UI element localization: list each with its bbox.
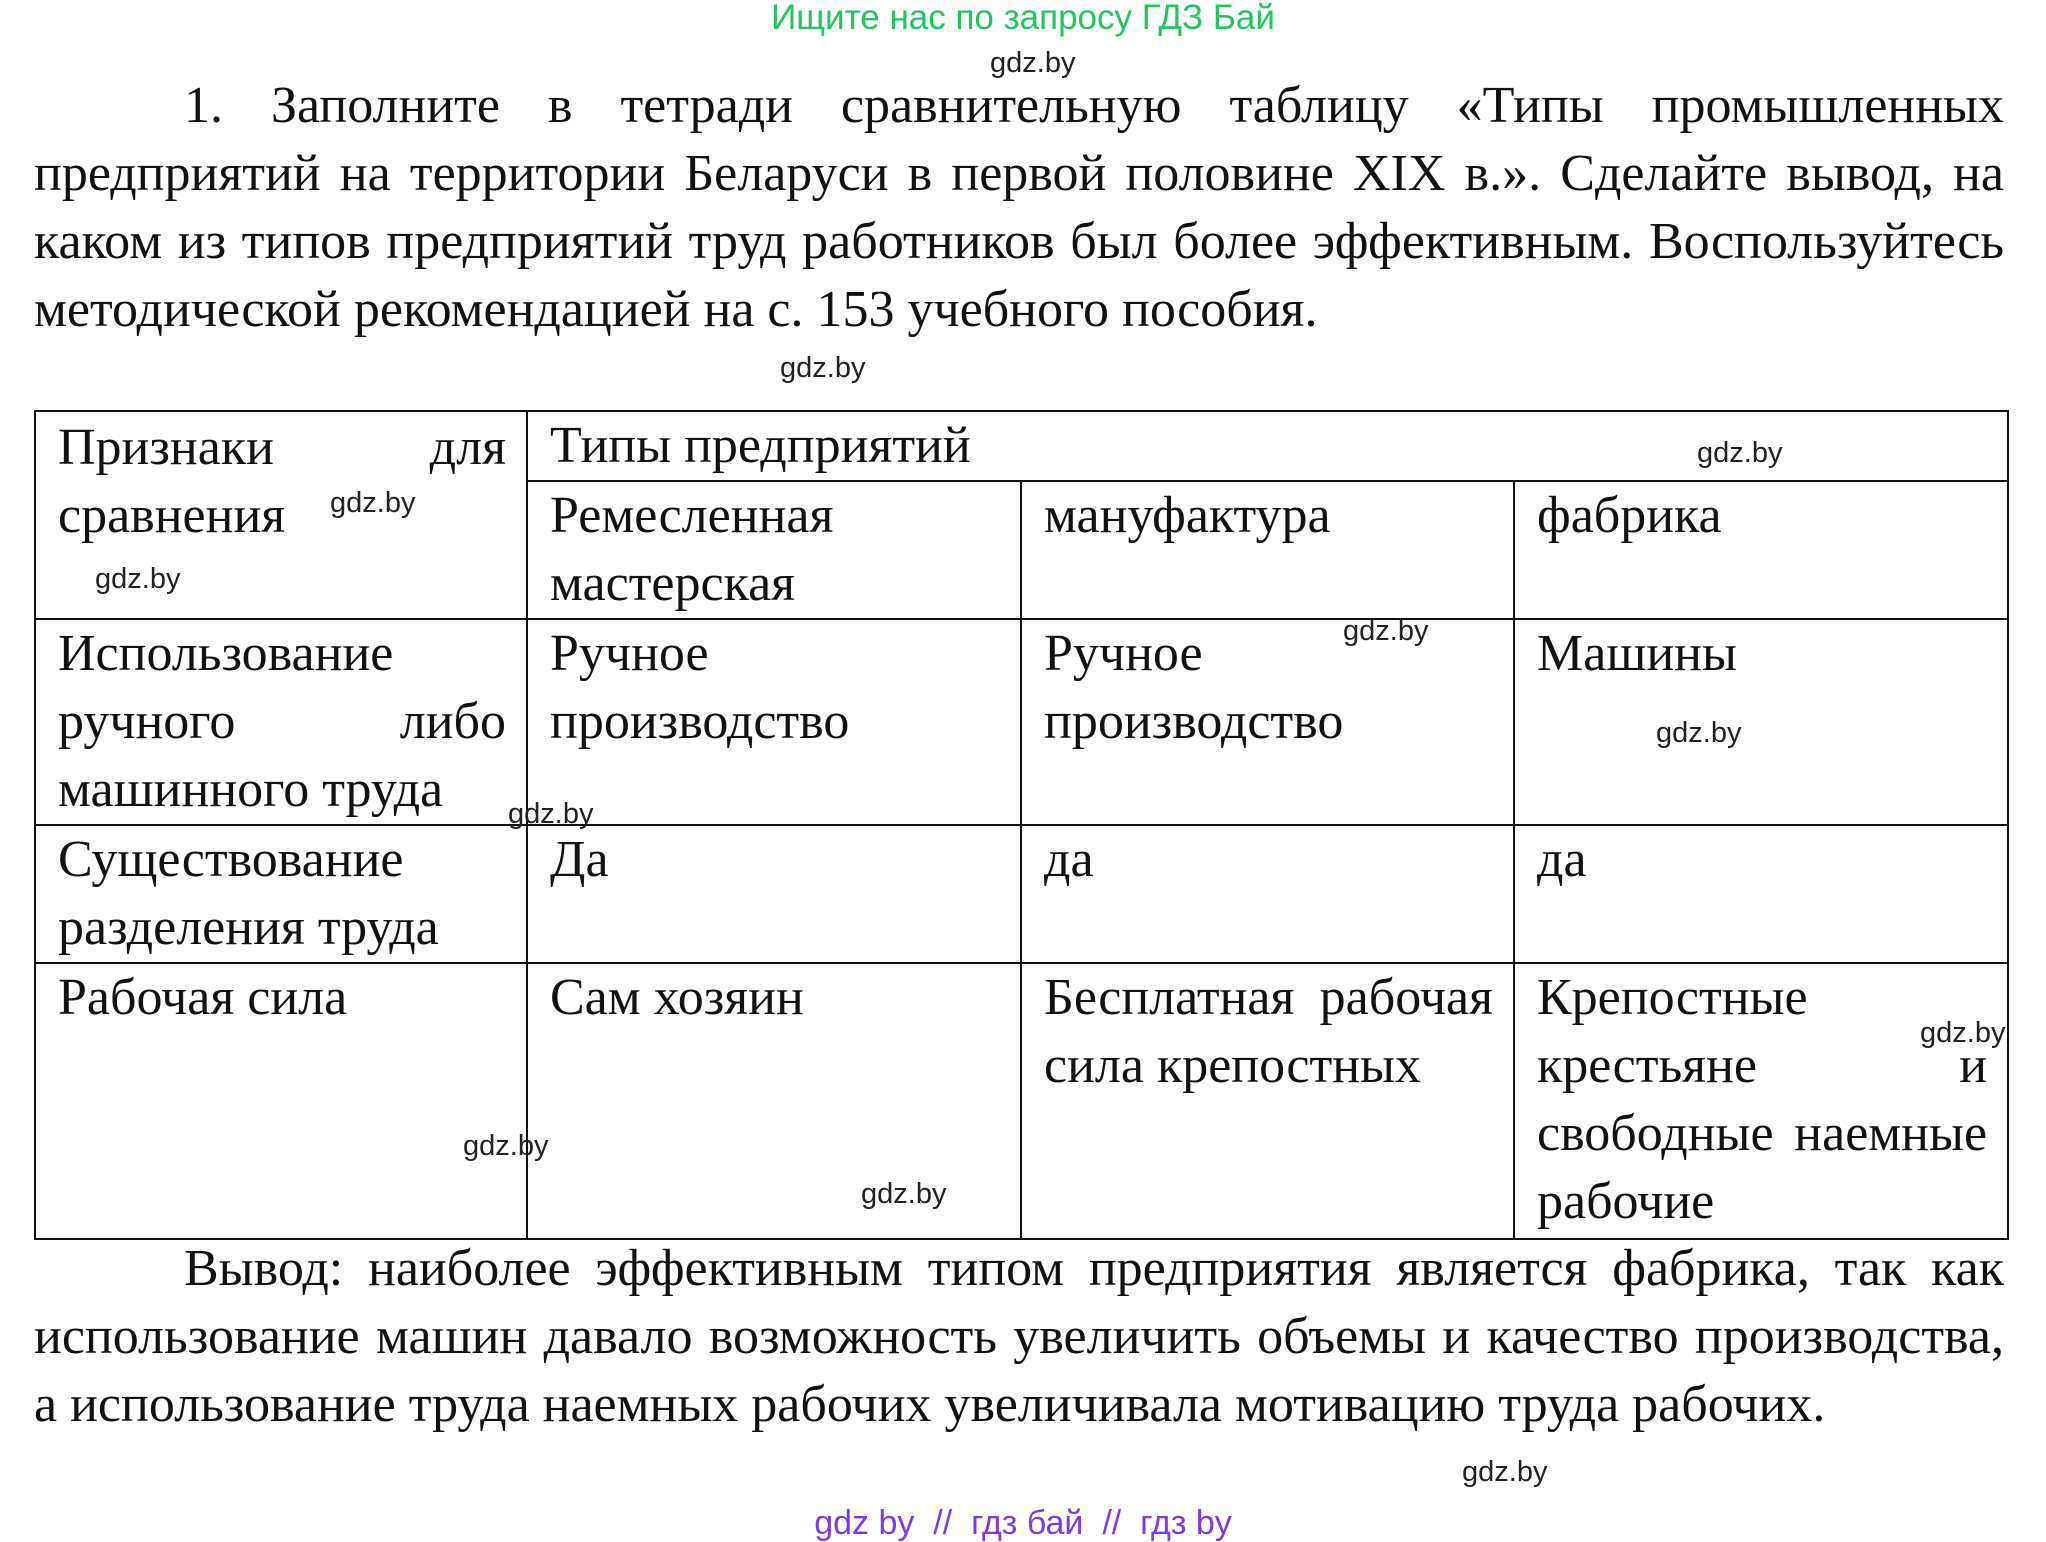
watermark: gdz.by <box>1343 615 1429 647</box>
conclusion-text: Вывод: наиболее эффективным типом предприятия является фабрика, так как использование машин давало возможность увеличить объемы и качество производства, а использование труда наемных рабочих увеличивала мотивацию труда рабочих. <box>34 1240 2004 1433</box>
type-header-manufactory: мануфактура <box>1021 481 1514 619</box>
comparison-table <box>34 410 2009 1240</box>
value-cell: Да <box>527 825 1021 963</box>
table-row <box>35 825 2008 963</box>
type-header-factory: фабрика <box>1514 481 2008 619</box>
footer-links: gdz by // гдз бай // гдз by <box>814 1504 1232 1542</box>
watermark: gdz.by <box>508 798 594 830</box>
criterion-cell: Рабочая сила <box>35 963 527 1239</box>
watermark: gdz.by <box>463 1130 549 1162</box>
value-cell: да <box>1514 825 2008 963</box>
watermark: gdz.by <box>95 563 181 595</box>
value-cell: Машины <box>1514 619 2008 825</box>
watermark: gdz.by <box>1462 1456 1548 1488</box>
value-cell: Сам хозяин <box>527 963 1021 1239</box>
value-cell: Крепостные крестьяне и свободные наемные рабочие <box>1514 963 2008 1239</box>
type-header-workshop: Ремесленная мастерская <box>527 481 1021 619</box>
watermark: gdz.by <box>780 352 866 384</box>
table-row <box>35 963 2008 1239</box>
watermark: gdz.by <box>330 487 416 519</box>
watermark: gdz.by <box>861 1178 947 1210</box>
criterion-cell: Использование ручного либо машинного труда <box>35 619 527 825</box>
watermark: gdz.by <box>1920 1017 2006 1049</box>
watermark: gdz.by <box>1656 717 1742 749</box>
types-header-cell: Типы предприятий <box>527 411 2008 481</box>
criteria-header-cell: Признаки для сравнения <box>35 411 527 619</box>
watermark: gdz.by <box>1697 437 1783 469</box>
task-text: 1. Заполните в тетради сравнительную таблицу «Типы промышленных предприятий на территории Беларуси в первой половине XIX в.». Сделайте вывод, на каком из типов предприятий труд работников был более эффективным. Воспользуйтесь методической рекомендацией на с. 153 учебного пособия. <box>34 77 2004 338</box>
value-cell: Ручное производство <box>1021 619 1514 825</box>
value-cell: да <box>1021 825 1514 963</box>
value-cell: Бесплатная рабочая сила крепостных <box>1021 963 1514 1239</box>
top-banner: Ищите нас по запросу ГДЗ Бай <box>771 0 1275 37</box>
watermark: gdz.by <box>990 47 1076 79</box>
value-cell: Ручное производство <box>527 619 1021 825</box>
criterion-cell: Существование разделения труда <box>35 825 527 963</box>
